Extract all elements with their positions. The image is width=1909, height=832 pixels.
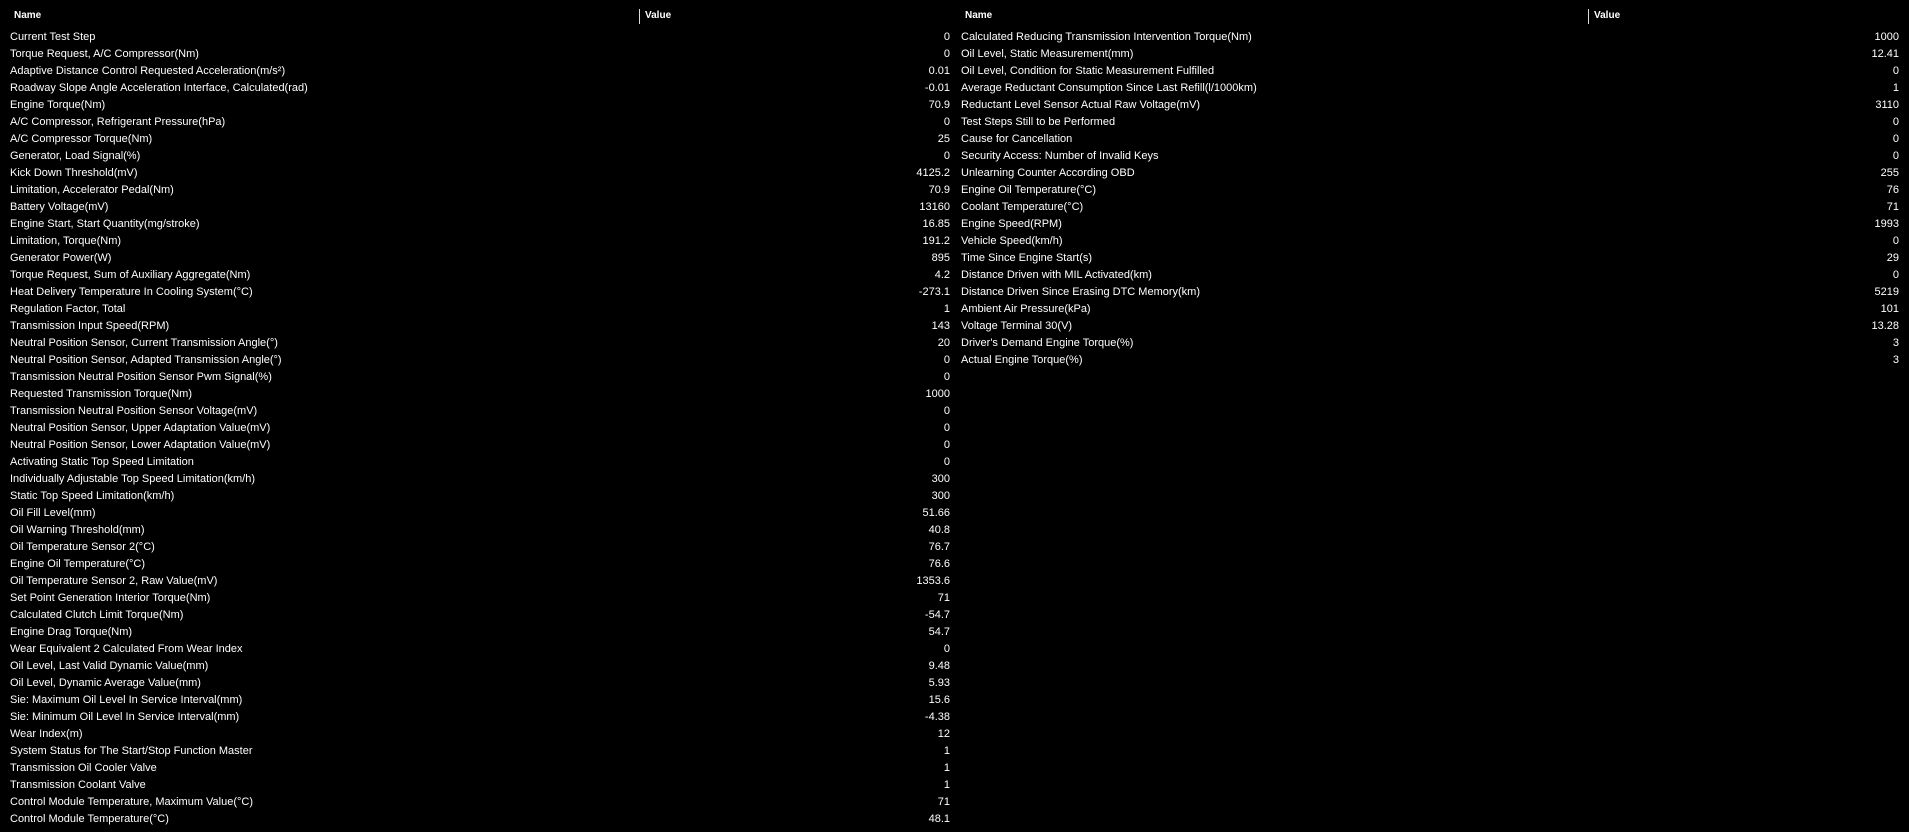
parameter-name: Neutral Position Sensor, Adapted Transmission Angle(°) <box>10 354 282 366</box>
table-row[interactable] <box>4 97 954 114</box>
parameter-value: 76 <box>1886 184 1899 196</box>
parameter-name: Oil Level, Dynamic Average Value(mm) <box>10 677 201 689</box>
table-row[interactable] <box>4 267 954 284</box>
parameter-value: 0 <box>1892 133 1899 145</box>
parameter-value: 0 <box>943 422 950 434</box>
parameter-name: Calculated Reducing Transmission Intervention Torque(Nm) <box>961 31 1252 43</box>
table-row[interactable] <box>955 29 1905 46</box>
parameter-value: 70.9 <box>928 99 950 111</box>
parameter-name: System Status for The Start/Stop Function Master <box>10 745 253 757</box>
table-row[interactable] <box>955 301 1905 318</box>
parameter-value: 300 <box>931 473 950 485</box>
parameter-name: Heat Delivery Temperature In Cooling System(°C) <box>10 286 253 298</box>
parameter-value: 191.2 <box>922 235 950 247</box>
table-row[interactable] <box>4 46 954 63</box>
parameter-name: Actual Engine Torque(%) <box>961 354 1083 366</box>
parameter-value: -273.1 <box>918 286 950 298</box>
name-column-header[interactable]: Name <box>14 10 42 21</box>
table-row[interactable] <box>4 369 954 386</box>
parameter-value: 1000 <box>1874 31 1899 43</box>
parameter-value: 9.48 <box>928 660 950 672</box>
parameter-value: 1353.6 <box>916 575 950 587</box>
parameter-value: 0 <box>943 405 950 417</box>
table-row[interactable] <box>4 692 954 709</box>
parameter-value: 0 <box>943 150 950 162</box>
parameter-name: Transmission Neutral Position Sensor Voltage(mV) <box>10 405 258 417</box>
parameter-name: Current Test Step <box>10 31 96 43</box>
parameter-value: 48.1 <box>928 813 950 825</box>
parameter-name: Engine Start, Start Quantity(mg/stroke) <box>10 218 200 230</box>
parameter-name: Oil Temperature Sensor 2, Raw Value(mV) <box>10 575 218 587</box>
table-row[interactable] <box>4 624 954 641</box>
table-row[interactable] <box>4 539 954 556</box>
parameter-name: Neutral Position Sensor, Upper Adaptation Value(mV) <box>10 422 271 434</box>
parameter-name: Regulation Factor, Total <box>10 303 126 315</box>
parameter-value: 54.7 <box>928 626 950 638</box>
parameter-name: Generator Power(W) <box>10 252 112 264</box>
table-row[interactable] <box>4 743 954 760</box>
parameter-name: Reductant Level Sensor Actual Raw Voltage(mV) <box>961 99 1201 111</box>
parameter-name: Activating Static Top Speed Limitation <box>10 456 194 468</box>
parameter-value: 13.28 <box>1871 320 1899 332</box>
parameter-name: Roadway Slope Angle Acceleration Interface, Calculated(rad) <box>10 82 308 94</box>
table-row[interactable] <box>4 556 954 573</box>
table-row[interactable] <box>4 29 954 46</box>
parameter-value: 0 <box>943 371 950 383</box>
parameter-value: 71 <box>1886 201 1899 213</box>
table-row[interactable] <box>4 777 954 794</box>
parameter-name: Average Reductant Consumption Since Last Refill(l/1000km) <box>961 82 1257 94</box>
table-row[interactable] <box>955 199 1905 216</box>
parameter-name: A/C Compressor, Refrigerant Pressure(hPa) <box>10 116 226 128</box>
parameter-name: Limitation, Accelerator Pedal(Nm) <box>10 184 174 196</box>
table-row[interactable] <box>4 301 954 318</box>
parameter-name: Neutral Position Sensor, Lower Adaptation Value(mV) <box>10 439 271 451</box>
table-row[interactable] <box>4 590 954 607</box>
parameter-name: Oil Warning Threshold(mm) <box>10 524 145 536</box>
table-row[interactable] <box>4 114 954 131</box>
parameter-value: 13160 <box>919 201 950 213</box>
table-row[interactable] <box>4 794 954 811</box>
parameter-value: 4.2 <box>934 269 950 281</box>
parameter-value: 5.93 <box>928 677 950 689</box>
parameter-value: 1 <box>943 745 950 757</box>
parameter-value: 0 <box>1892 235 1899 247</box>
parameter-value: 1 <box>1892 82 1899 94</box>
table-row[interactable] <box>4 199 954 216</box>
parameter-name: Oil Level, Static Measurement(mm) <box>961 48 1134 60</box>
parameter-value: 0 <box>943 31 950 43</box>
parameter-name: Individually Adjustable Top Speed Limitation(km/h) <box>10 473 255 485</box>
value-column-header[interactable]: Value <box>1594 10 1621 21</box>
parameter-value: -54.7 <box>924 609 950 621</box>
table-row[interactable] <box>4 760 954 777</box>
parameter-name: Sie: Maximum Oil Level In Service Interval(mm) <box>10 694 243 706</box>
parameter-value: 76.6 <box>928 558 950 570</box>
parameter-name: Distance Driven with MIL Activated(km) <box>961 269 1152 281</box>
parameter-value: 3 <box>1892 354 1899 366</box>
parameter-value: 895 <box>931 252 950 264</box>
table-row[interactable] <box>4 165 954 182</box>
parameter-value: 0 <box>943 354 950 366</box>
table-row[interactable] <box>955 63 1905 80</box>
table-row[interactable] <box>4 420 954 437</box>
parameter-value: -0.01 <box>924 82 950 94</box>
parameter-value: 0 <box>943 439 950 451</box>
parameter-value: 16.85 <box>922 218 950 230</box>
table-row[interactable] <box>4 607 954 624</box>
table-body <box>4 29 954 828</box>
table-row[interactable] <box>4 63 954 80</box>
parameter-value: 70.9 <box>928 184 950 196</box>
parameter-name: Limitation, Torque(Nm) <box>10 235 122 247</box>
parameter-value: 0 <box>1892 65 1899 77</box>
parameter-name: Coolant Temperature(°C) <box>961 201 1084 213</box>
parameter-value: 29 <box>1886 252 1899 264</box>
parameter-value: 0 <box>943 643 950 655</box>
parameter-value: 76.7 <box>928 541 950 553</box>
table-row[interactable] <box>4 386 954 403</box>
parameter-value: 143 <box>931 320 950 332</box>
parameter-name: Driver's Demand Engine Torque(%) <box>961 337 1134 349</box>
parameter-value: 0 <box>1892 269 1899 281</box>
parameter-value: 300 <box>931 490 950 502</box>
table-row[interactable] <box>955 216 1905 233</box>
table-row[interactable] <box>4 522 954 539</box>
table-row[interactable] <box>955 335 1905 352</box>
table-row[interactable] <box>4 216 954 233</box>
parameter-name: Time Since Engine Start(s) <box>961 252 1093 264</box>
parameter-name: Torque Request, Sum of Auxiliary Aggregate(Nm) <box>10 269 251 281</box>
table-row[interactable] <box>4 811 954 828</box>
parameter-value: 51.66 <box>922 507 950 519</box>
parameter-value: 1 <box>943 303 950 315</box>
parameter-value: 0 <box>943 48 950 60</box>
table-row[interactable] <box>955 97 1905 114</box>
table-row[interactable] <box>4 471 954 488</box>
parameter-value: 71 <box>937 592 950 604</box>
table-row[interactable] <box>4 675 954 692</box>
table-row[interactable] <box>4 658 954 675</box>
table-header <box>955 6 1905 26</box>
left-data-table <box>4 6 954 828</box>
table-row[interactable] <box>4 573 954 590</box>
parameter-value: 101 <box>1880 303 1899 315</box>
parameter-value: 1 <box>943 779 950 791</box>
table-row[interactable] <box>4 233 954 250</box>
parameter-value: 0.01 <box>928 65 950 77</box>
parameter-name: Engine Drag Torque(Nm) <box>10 626 133 638</box>
parameter-name: Sie: Minimum Oil Level In Service Interval(mm) <box>10 711 240 723</box>
parameter-value: 5219 <box>1874 286 1899 298</box>
parameter-value: 0 <box>1892 116 1899 128</box>
right-data-table <box>955 6 1905 369</box>
parameter-value: 1993 <box>1874 218 1899 230</box>
parameter-value: 25 <box>937 133 950 145</box>
parameter-name: Requested Transmission Torque(Nm) <box>10 388 192 400</box>
parameter-value: -4.38 <box>924 711 950 723</box>
table-row[interactable] <box>955 80 1905 97</box>
table-row[interactable] <box>4 182 954 199</box>
table-row[interactable] <box>4 437 954 454</box>
parameter-value: 0 <box>943 116 950 128</box>
table-row[interactable] <box>4 80 954 97</box>
table-row[interactable] <box>4 284 954 301</box>
table-row[interactable] <box>4 352 954 369</box>
table-row[interactable] <box>955 284 1905 301</box>
parameter-name: Battery Voltage(mV) <box>10 201 109 213</box>
table-row[interactable] <box>4 641 954 658</box>
parameter-value: 255 <box>1880 167 1899 179</box>
table-row[interactable] <box>955 165 1905 182</box>
table-row[interactable] <box>955 233 1905 250</box>
parameter-value: 3110 <box>1875 99 1899 111</box>
name-column-header[interactable]: Name <box>965 10 993 21</box>
table-row[interactable] <box>4 148 954 165</box>
parameter-name: Kick Down Threshold(mV) <box>10 167 138 179</box>
parameter-name: Transmission Coolant Valve <box>10 779 146 791</box>
table-row[interactable] <box>4 505 954 522</box>
parameter-name: Transmission Oil Cooler Valve <box>10 762 157 774</box>
parameter-name: Oil Fill Level(mm) <box>10 507 96 519</box>
table-row[interactable] <box>4 709 954 726</box>
parameter-name: Security Access: Number of Invalid Keys <box>961 150 1159 162</box>
parameter-value: 3 <box>1892 337 1899 349</box>
table-row[interactable] <box>955 46 1905 63</box>
table-row[interactable] <box>955 131 1905 148</box>
parameter-name: Wear Equivalent 2 Calculated From Wear Index <box>10 643 243 655</box>
parameter-name: Cause for Cancellation <box>961 133 1073 145</box>
parameter-name: Voltage Terminal 30(V) <box>961 320 1073 332</box>
parameter-name: Static Top Speed Limitation(km/h) <box>10 490 175 502</box>
table-row[interactable] <box>955 267 1905 284</box>
parameter-name: Set Point Generation Interior Torque(Nm) <box>10 592 211 604</box>
parameter-value: 1000 <box>925 388 950 400</box>
parameter-name: Transmission Neutral Position Sensor Pwm Signal(%) <box>10 371 272 383</box>
parameter-value: 1 <box>943 762 950 774</box>
table-row[interactable] <box>955 182 1905 199</box>
parameter-name: Torque Request, A/C Compressor(Nm) <box>10 48 199 60</box>
parameter-name: Distance Driven Since Erasing DTC Memory(km) <box>961 286 1200 298</box>
parameter-name: Control Module Temperature(°C) <box>10 813 169 825</box>
parameter-name: Neutral Position Sensor, Current Transmission Angle(°) <box>10 337 278 349</box>
table-row[interactable] <box>955 352 1905 369</box>
parameter-value: 15.6 <box>928 694 950 706</box>
table-row[interactable] <box>4 131 954 148</box>
table-row[interactable] <box>4 318 954 335</box>
parameter-name: Test Steps Still to be Performed <box>961 116 1116 128</box>
parameter-name: Generator, Load Signal(%) <box>10 150 141 162</box>
table-row[interactable] <box>4 250 954 267</box>
table-row[interactable] <box>4 726 954 743</box>
table-row[interactable] <box>4 335 954 352</box>
parameter-name: Vehicle Speed(km/h) <box>961 235 1063 247</box>
parameter-value: 12.41 <box>1871 48 1899 60</box>
parameter-name: Ambient Air Pressure(kPa) <box>961 303 1091 315</box>
parameter-value: 0 <box>1892 150 1899 162</box>
parameter-name: Engine Torque(Nm) <box>10 99 106 111</box>
parameter-value: 71 <box>937 796 950 808</box>
table-row[interactable] <box>955 318 1905 335</box>
parameter-name: A/C Compressor Torque(Nm) <box>10 133 153 145</box>
column-resize-handle[interactable] <box>1588 9 1589 24</box>
parameter-name: Wear Index(m) <box>10 728 83 740</box>
table-header <box>4 6 954 26</box>
parameter-name: Engine Speed(RPM) <box>961 218 1062 230</box>
parameter-name: Oil Temperature Sensor 2(°C) <box>10 541 155 553</box>
table-body <box>955 29 1905 369</box>
parameter-value: 4125.2 <box>916 167 950 179</box>
table-row[interactable] <box>955 250 1905 267</box>
parameter-name: Calculated Clutch Limit Torque(Nm) <box>10 609 184 621</box>
parameter-value: 0 <box>943 456 950 468</box>
table-row[interactable] <box>4 488 954 505</box>
parameter-name: Transmission Input Speed(RPM) <box>10 320 170 332</box>
parameter-name: Engine Oil Temperature(°C) <box>10 558 146 570</box>
parameter-value: 40.8 <box>928 524 950 536</box>
parameter-name: Engine Oil Temperature(°C) <box>961 184 1097 196</box>
parameter-name: Control Module Temperature, Maximum Value(°C) <box>10 796 254 808</box>
parameter-name: Oil Level, Condition for Static Measurement Fulfilled <box>961 65 1215 77</box>
parameter-name: Unlearning Counter According OBD <box>961 167 1135 179</box>
parameter-name: Adaptive Distance Control Requested Acceleration(m/s²) <box>10 65 286 77</box>
value-column-header[interactable]: Value <box>645 10 672 21</box>
parameter-value: 12 <box>937 728 950 740</box>
table-row[interactable] <box>955 114 1905 131</box>
parameter-value: 20 <box>937 337 950 349</box>
column-resize-handle[interactable] <box>639 9 640 24</box>
table-row[interactable] <box>955 148 1905 165</box>
parameter-name: Oil Level, Last Valid Dynamic Value(mm) <box>10 660 209 672</box>
table-row[interactable] <box>4 454 954 471</box>
table-row[interactable] <box>4 403 954 420</box>
